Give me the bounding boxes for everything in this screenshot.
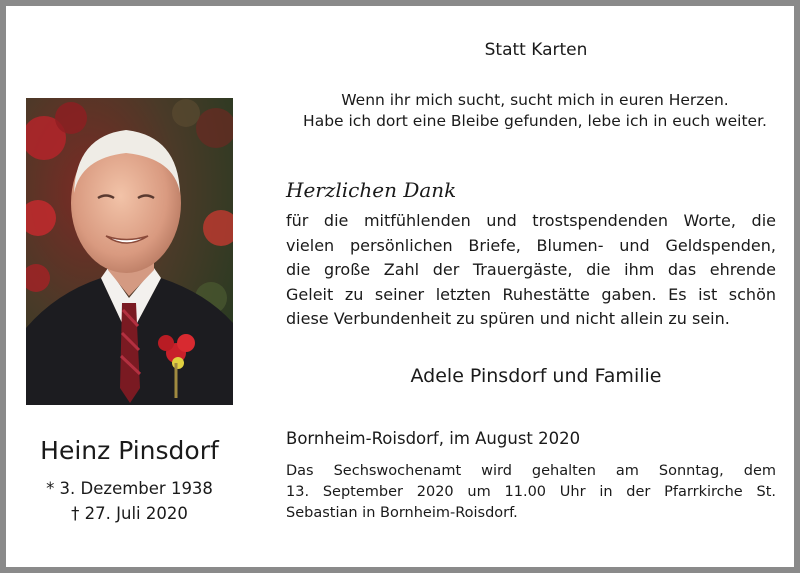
thanks-text [286,209,776,332]
thanks-line: für die mitfühlenden und trostspendenden Worte, die [286,211,776,230]
life-dates [26,476,233,526]
thanks-line: diese Verbundenheit zu spüren und nicht allein zu sein. [286,309,730,329]
notice-line: 13. September 2020 um 11.00 Uhr in der Pfarrkirche St. [286,484,776,500]
obituary-card [6,6,794,567]
thanks-line: Geleit zu seiner letzten Ruhestätte gaben. Es ist schön [286,284,776,304]
portrait-photo [26,98,233,405]
family-signature: Adele Pinsdorf und Familie [410,365,662,387]
header-statt-karten: Statt Karten [484,40,588,60]
motto-quote [276,90,794,132]
thanks-line: die große Zahl der Trauergäste, die ihm das ehrende [286,260,776,280]
thanks-line: vielen persönlichen Briefe, Blumen- und Geldspenden, [286,235,776,255]
mass-notice [286,461,776,524]
notice-line: Sebastian in Bornheim-Roisdorf. [286,505,518,521]
motto-line: Wenn ihr mich sucht, sucht mich in euren Herzen. [341,91,729,109]
deceased-name: Heinz Pinsdorf [40,436,219,465]
birth-date: * 3. Dezember 1938 [46,479,213,498]
death-date: † 27. Juli 2020 [71,504,188,523]
notice-line: Das Sechswochenamt wird gehalten am Sonntag, dem [286,463,776,479]
thanks-title: Herzlichen Dank [286,178,457,202]
motto-line: Habe ich dort eine Bleibe gefunden, lebe ich in euch weiter. [303,112,767,130]
place-date: Bornheim-Roisdorf, im August 2020 [286,429,581,448]
